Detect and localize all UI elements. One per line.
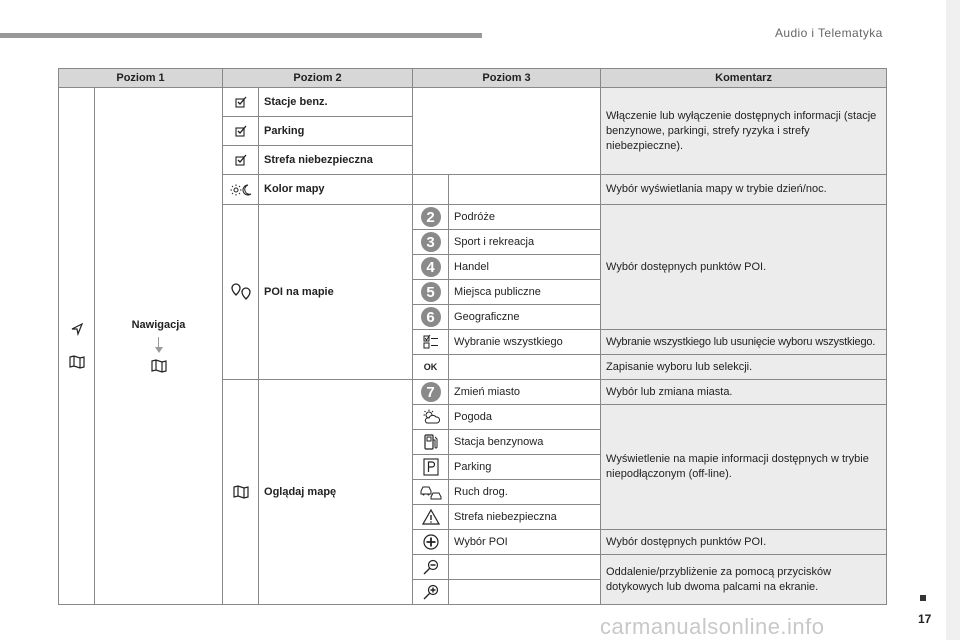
navigation-arrow-icon bbox=[64, 322, 89, 336]
empty-cell bbox=[449, 175, 601, 205]
number-badge: 5 bbox=[421, 282, 441, 302]
poi-badge bbox=[413, 230, 449, 255]
filters-comment: Włączenie lub wyłączenie dostępnych informacji (stacje benzynowe, parkingi, strefy ryzyka i strefy niebezpieczne). bbox=[601, 88, 887, 175]
number-badge: 4 bbox=[421, 257, 441, 277]
poi-item: Geograficzne bbox=[449, 305, 601, 330]
traffic: Ruch drog. bbox=[449, 480, 601, 505]
checkbox-icon bbox=[223, 117, 259, 146]
poi-item: Sport i rekreacja bbox=[449, 230, 601, 255]
navigation-entry bbox=[100, 318, 217, 374]
empty-cell bbox=[449, 355, 601, 380]
change-city: Zmień miasto bbox=[449, 380, 601, 405]
poi-on-map: POI na mapie bbox=[259, 205, 413, 380]
poi-select-comment: Wybór dostępnych punktów POI. bbox=[601, 530, 887, 555]
day-night-icon bbox=[223, 175, 259, 205]
parking-icon bbox=[413, 455, 449, 480]
col-header-level1: Poziom 1 bbox=[59, 69, 223, 88]
map-icon bbox=[150, 358, 168, 374]
col-header-level3: Poziom 3 bbox=[413, 69, 601, 88]
number-badge: 6 bbox=[421, 307, 441, 327]
table-header-row bbox=[59, 69, 887, 88]
poi-item: Podróże bbox=[449, 205, 601, 230]
fuel-station-icon bbox=[413, 430, 449, 455]
ok-cell bbox=[413, 355, 449, 380]
view-map: Oglądaj mapę bbox=[259, 380, 413, 605]
poi-badge bbox=[413, 305, 449, 330]
number-badge: 7 bbox=[421, 382, 441, 402]
empty-cell bbox=[413, 175, 449, 205]
poi-select: Wybór POI bbox=[449, 530, 601, 555]
section-title: Audio i Telematyka bbox=[775, 26, 883, 40]
col-header-comment: Komentarz bbox=[601, 69, 887, 88]
filter-strefa: Strefa niebezpieczna bbox=[259, 146, 413, 175]
filter-stacje: Stacje benz. bbox=[259, 88, 413, 117]
empty-cell bbox=[449, 555, 601, 580]
level2-navigation-cell bbox=[95, 88, 223, 605]
table-row bbox=[59, 88, 887, 117]
ok-label: OK bbox=[423, 361, 438, 372]
select-all-icon bbox=[413, 330, 449, 355]
checkbox-icon bbox=[223, 88, 259, 117]
page-side-strip bbox=[946, 0, 960, 640]
zoom-out-icon bbox=[413, 555, 449, 580]
poi-icon bbox=[223, 205, 259, 380]
weather-icon bbox=[413, 405, 449, 430]
empty-cell bbox=[413, 88, 601, 175]
fuel-station: Stacja benzynowa bbox=[449, 430, 601, 455]
map-color-comment: Wybór wyświetlania mapy w trybie dzień/noc. bbox=[601, 175, 887, 205]
page-marker bbox=[920, 595, 926, 601]
poi-item: Miejsca publiczne bbox=[449, 280, 601, 305]
select-all-comment: Wybranie wszystkiego lub usunięcie wyboru wszystkiego. bbox=[601, 330, 887, 355]
danger-zone: Strefa niebezpieczna bbox=[449, 505, 601, 530]
filter-parking: Parking bbox=[259, 117, 413, 146]
map-color: Kolor mapy bbox=[259, 175, 413, 205]
city-badge bbox=[413, 380, 449, 405]
checkbox-icon bbox=[223, 146, 259, 175]
number-badge: 3 bbox=[421, 232, 441, 252]
arrow-down-icon bbox=[155, 337, 163, 353]
warning-icon bbox=[413, 505, 449, 530]
navigation-label: Nawigacja bbox=[131, 319, 186, 331]
header-rule bbox=[0, 33, 482, 38]
poi-badge bbox=[413, 280, 449, 305]
empty-cell bbox=[449, 580, 601, 605]
zoom-comment: Oddalenie/przybliżenie za pomocą przycisków dotykowych lub dwoma palcami na ekranie. bbox=[601, 555, 887, 605]
select-all: Wybranie wszystkiego bbox=[449, 330, 601, 355]
watermark: carmanualsonline.info bbox=[600, 614, 825, 639]
map-icon bbox=[223, 380, 259, 605]
menu-table bbox=[58, 68, 887, 605]
plus-circle-icon bbox=[413, 530, 449, 555]
poi-badge bbox=[413, 255, 449, 280]
number-badge: 2 bbox=[421, 207, 441, 227]
parking: Parking bbox=[449, 455, 601, 480]
offline-comment: Wyświetlenie na mapie informacji dostępnych w trybie niepodłączonym (off-line). bbox=[601, 405, 887, 530]
poi-comment: Wybór dostępnych punktów POI. bbox=[601, 205, 887, 330]
page-number: 17 bbox=[918, 612, 932, 626]
ok-comment: Zapisanie wyboru lub selekcji. bbox=[601, 355, 887, 380]
zoom-in-icon bbox=[413, 580, 449, 605]
weather: Pogoda bbox=[449, 405, 601, 430]
level1-icons-cell bbox=[59, 88, 95, 605]
poi-item: Handel bbox=[449, 255, 601, 280]
poi-badge bbox=[413, 205, 449, 230]
traffic-icon bbox=[413, 480, 449, 505]
col-header-level2: Poziom 2 bbox=[223, 69, 413, 88]
change-city-comment: Wybór lub zmiana miasta. bbox=[601, 380, 887, 405]
map-icon bbox=[64, 354, 89, 370]
